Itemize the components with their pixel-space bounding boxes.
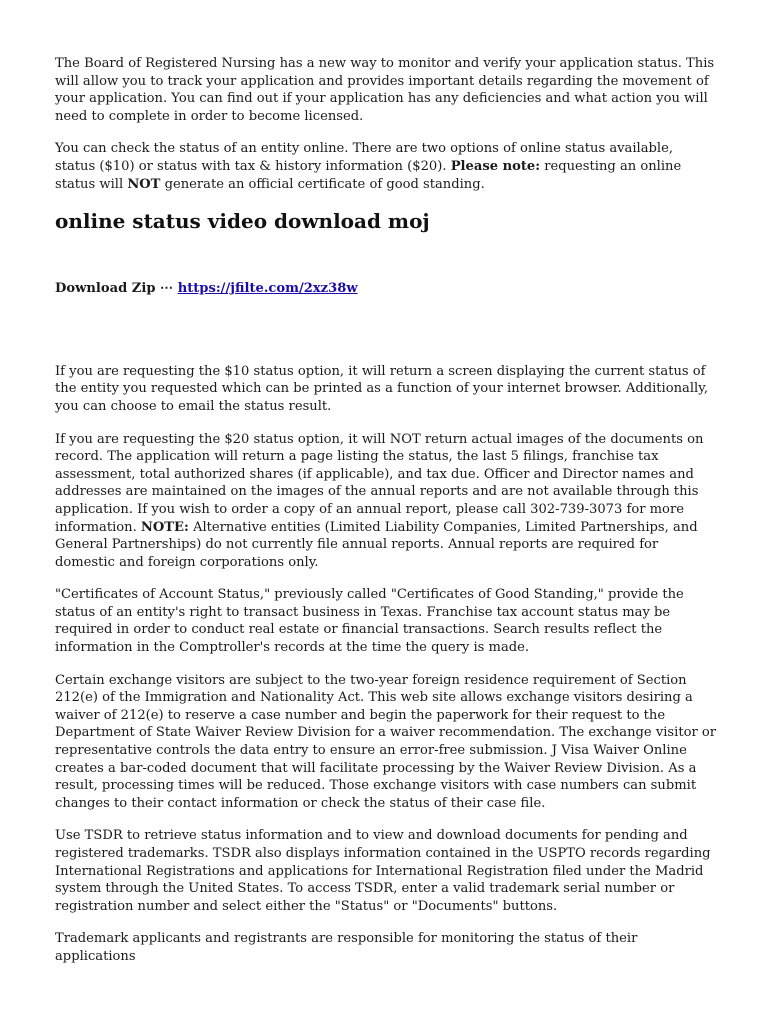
entity-status-text-end: generate an official certificate of good standing. <box>160 176 485 192</box>
certificates-paragraph: "Certificates of Account Status," previously called "Certificates of Good Standing," provide the status of an entity's right to transact business in Texas. Franchise tax account status may be required in order to conduct real estate or financial transactions. Search results reflect the information in the Comptroller's records at the time the query is made. <box>55 587 684 656</box>
exchange-visitors-paragraph: Certain exchange visitors are subject to the two-year foreign residence requirement of Section 212(e) of the Immigration and Nationality Act. This web site allows exchange visitors desiring a waiver of 212(e) to reserve a case number and begin the paperwork for their request to the Department of State Waiver Review Division for a waiver recommendation. The exchange visitor or representative controls the data entry to ensure an error-free submission. J Visa Waiver Online creates a bar-coded document that will facilitate processing by the Waiver Review Division. As a result, processing times will be reduced. Those exchange visitors with case numbers can submit changes to their contact information or check the status of their case file. <box>55 672 717 811</box>
alternative-entities-text: Alternative entities (Limited Liability Companies, Limited Partnerships, and General Partnerships) do not currently file annual reports. Annual reports are required for domestic and foreign corporations only. <box>55 519 698 570</box>
download-label: Download Zip ⋯ <box>55 281 178 297</box>
ten-dollar-status-paragraph: If you are requesting the $10 status option, it will return a screen displaying the current status of the entity you requested which can be printed as a function of your internet browser. Additionally, you can choose to email the status result. <box>55 363 709 414</box>
download-link[interactable]: https://jfilte.com/2xz38w <box>177 281 358 297</box>
entity-status-text-start: You can check the status of an entity online. There are two options of online status available, status ($10) or status with tax & history information ($20). <box>55 141 674 174</box>
note-label: NOTE: <box>140 519 189 535</box>
please-note-label: Please note: <box>450 158 541 174</box>
entity-status-text-middle: requesting an online status will <box>55 158 682 192</box>
page-heading: online status video download moj <box>55 209 430 234</box>
twenty-dollar-status-text: If you are requesting the $20 status option, it will NOT return actual images of the documents on record. The application will return a page listing the status, the last 5 filings, franchise tax assessment, total authorized shares (if applicable), and tax due. Officer and Director names and addresses are maintained on the images of the annual reports and are not available through this application. If you wish to order a copy of an annual report, please call 302-739-3073 for more information. <box>55 431 704 535</box>
document-page <box>55 55 717 981</box>
trademark-applicants-paragraph: Trademark applicants and registrants are responsible for monitoring the status of their applications <box>55 931 638 964</box>
twenty-dollar-status-paragraph <box>55 431 717 572</box>
entity-status-paragraph <box>55 140 717 193</box>
intro-paragraph: The Board of Registered Nursing has a new way to monitor and verify your application status. This will allow you to track your application and provides important details regarding the movement of your application. You can find out if your application has any deficiencies and what action you will need to complete in order to become licensed. <box>55 56 715 124</box>
not-emphasis: NOT <box>127 176 161 192</box>
tsdr-paragraph: Use TSDR to retrieve status information and to view and download documents for pending and registered trademarks. TSDR also displays information contained in the USPTO records regarding International Registrations and applications for International Registration filed under the Madrid system through the United States. To access TSDR, enter a valid trademark serial number or registration number and select either the "Status" or "Documents" buttons. <box>55 828 711 914</box>
download-line <box>55 280 717 298</box>
